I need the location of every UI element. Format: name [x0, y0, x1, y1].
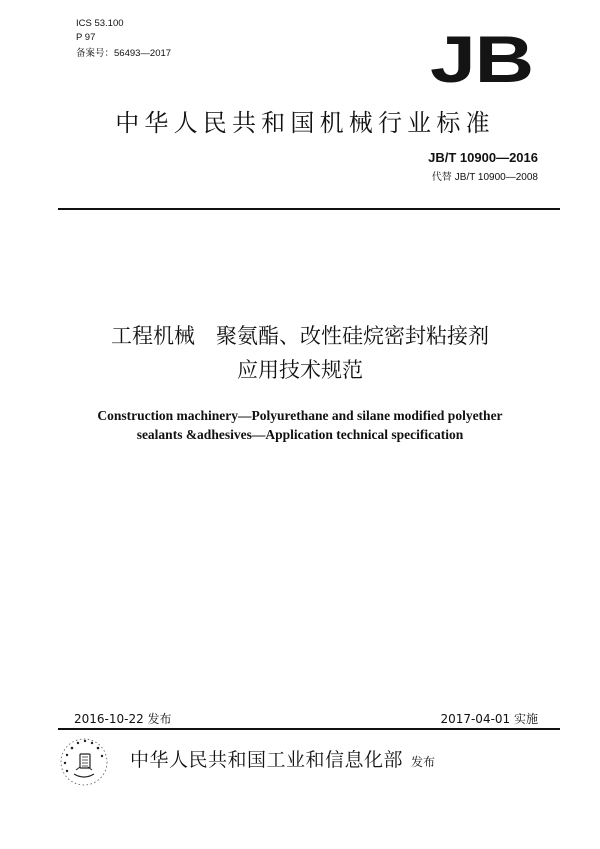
issuer-suffix: 发布 [411, 755, 436, 769]
replaces-label: 代替 [431, 172, 452, 183]
top-divider [58, 208, 560, 210]
classification-code: P 97 [76, 32, 96, 43]
ics-code: ICS 53.100 [76, 18, 124, 29]
issuing-authority [130, 745, 435, 772]
standard-type-heading: 中华人民共和国机械行业标准 [115, 109, 495, 137]
implementation-date: 2017-04-01 实施 [440, 712, 538, 726]
issue-date: 2016-10-22 发布 [74, 712, 172, 726]
english-title-line-1: Construction machinery—Polyurethane and silane modified polyether [97, 408, 503, 423]
replaces-line [432, 168, 538, 183]
chinese-title-line-1: 工程机械 聚氨酯、改性硅烷密封粘接剂 [111, 324, 489, 348]
ministry-seal-icon [58, 736, 110, 788]
bottom-divider [58, 728, 560, 730]
issuer-name: 中华人民共和国工业和信息化部 [130, 749, 404, 771]
english-title-line-2: sealants &adhesives—Application technical specification [136, 427, 464, 442]
chinese-title-line-2: 应用技术规范 [237, 358, 363, 382]
standard-number: JB/T 10900—2016 [428, 150, 538, 165]
jb-logo: JB [430, 22, 533, 96]
replaced-standard-number: JB/T 10900—2008 [454, 172, 538, 183]
filing-number: 备案号：56493—2017 [76, 48, 172, 59]
